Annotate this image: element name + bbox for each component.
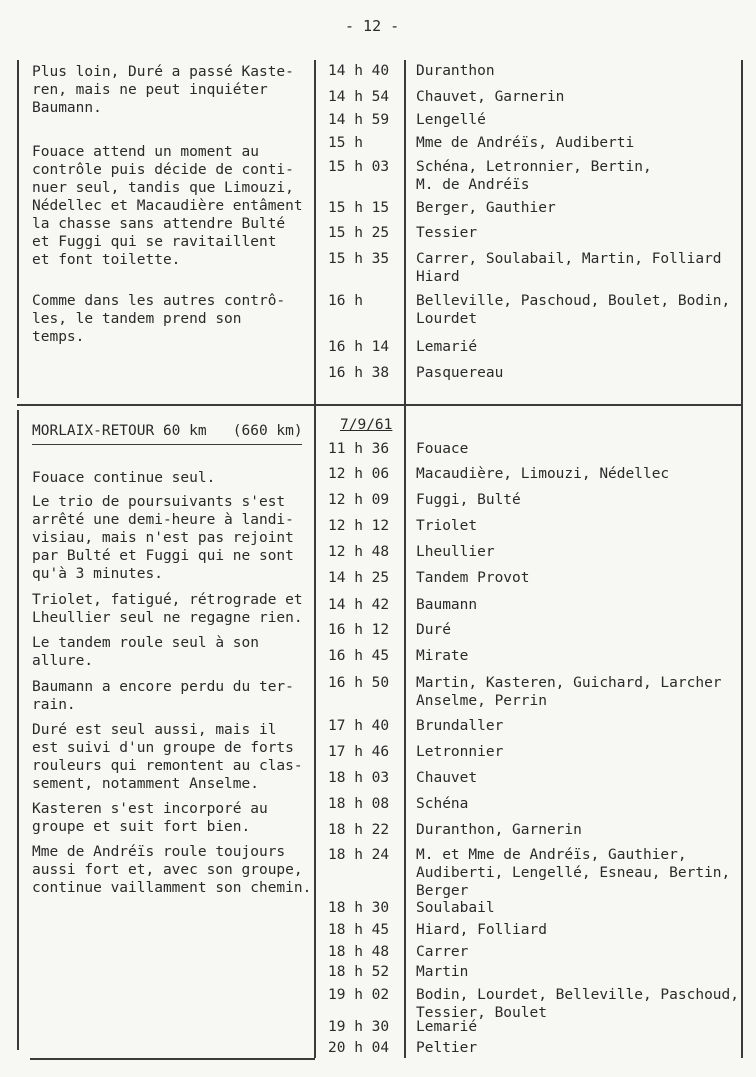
names-cell: Duranthon [416, 63, 495, 79]
comment: Le trio de poursuivants s'est arrêté une demi-heure à landi- visiau, mais n'est pas rejoint par Bulté et Fuggi qui ne sont qu'à 3 minutes. [32, 494, 294, 582]
names-cell: Belleville, Paschoud, Boulet, Bodin, Lourdet [416, 293, 731, 327]
bottom-rule [30, 1058, 315, 1060]
names-cell: Pasquereau [416, 365, 504, 381]
right-rule [741, 60, 743, 1058]
time-cell: 11 h 36 [328, 441, 390, 457]
time-cell: 20 h 04 [328, 1040, 390, 1056]
column-rule-names [404, 60, 406, 1058]
time-cell: 16 h 14 [328, 339, 390, 355]
time-cell: 14 h 40 [328, 63, 390, 79]
time-cell: 15 h 15 [328, 200, 390, 216]
time-cell: 12 h 48 [328, 544, 390, 560]
time-cell: 16 h 50 [328, 675, 390, 691]
names-cell: Martin [416, 964, 469, 980]
names-cell: Mirate [416, 648, 469, 664]
comment: Fouace continue seul. [32, 470, 216, 486]
time-cell: 19 h 30 [328, 1019, 390, 1035]
names-cell: Baumann [416, 597, 478, 613]
names-cell: Peltier [416, 1040, 478, 1056]
comment: Triolet, fatigué, rétrograde et Lheullier seul ne regagne rien. [32, 592, 303, 626]
time-cell: 17 h 40 [328, 718, 390, 734]
names-cell: Fouace [416, 441, 469, 457]
time-cell: 18 h 03 [328, 770, 390, 786]
names-cell: Bodin, Lourdet, Belleville, Paschoud, Tessier, Boulet [416, 987, 740, 1021]
names-cell: Duré [416, 622, 451, 638]
names-cell: Schéna [416, 796, 469, 812]
names-cell: Tessier [416, 225, 478, 241]
time-cell: 14 h 42 [328, 597, 390, 613]
time-cell: 18 h 08 [328, 796, 390, 812]
names-cell: Carrer [416, 944, 469, 960]
names-cell: Martin, Kasteren, Guichard, Larcher Anselme, Perrin [416, 675, 722, 709]
time-cell: 16 h [328, 293, 363, 309]
page-number: - 12 - [345, 17, 400, 35]
time-cell: 18 h 45 [328, 922, 390, 938]
names-cell: Chauvet, Garnerin [416, 89, 565, 105]
names-cell: Letronnier [416, 744, 504, 760]
comment: Duré est seul aussi, mais il est suivi d'un groupe de forts rouleurs qui remontent au clas- sement, notamment Anselme. [32, 722, 303, 792]
names-cell: Schéna, Letronnier, Bertin, M. de Andréïs [416, 159, 652, 193]
comment: Fouace attend un moment au contrôle puis décide de conti- nuer seul, tandis que Limouzi, Nédellec et Macaudière entâment la chasse sans attendre Bulté et Fuggi qui se ravitaillent et font toilette. [32, 144, 303, 268]
time-cell: 12 h 12 [328, 518, 390, 534]
names-cell: Fuggi, Bulté [416, 492, 521, 508]
time-cell: 18 h 30 [328, 900, 390, 916]
comment: Kasteren s'est incorporé au groupe et suit fort bien. [32, 801, 268, 835]
comment: Baumann a encore perdu du ter- rain. [32, 679, 294, 713]
names-cell: Duranthon, Garnerin [416, 822, 582, 838]
time-cell: 18 h 52 [328, 964, 390, 980]
names-cell: Carrer, Soulabail, Martin, Folliard Hiard [416, 251, 722, 285]
time-cell: 18 h 24 [328, 847, 390, 863]
left-rule [17, 60, 19, 398]
time-cell: 18 h 22 [328, 822, 390, 838]
names-cell: Brundaller [416, 718, 504, 734]
names-cell: Triolet [416, 518, 478, 534]
names-cell: M. et Mme de Andréïs, Gauthier, Audiberti, Lengellé, Esneau, Bertin, Berger [416, 847, 731, 899]
time-cell: 15 h 03 [328, 159, 390, 175]
names-cell: Macaudière, Limouzi, Nédellec [416, 466, 670, 482]
names-cell: Lemarié [416, 339, 478, 355]
time-cell: 12 h 06 [328, 466, 390, 482]
names-cell: Hiard, Folliard [416, 922, 547, 938]
names-cell: Soulabail [416, 900, 495, 916]
time-cell: 18 h 48 [328, 944, 390, 960]
comment: Mme de Andréïs roule toujours aussi fort et, avec son groupe, continue vaillamment son chemin. [32, 844, 312, 896]
time-cell: 14 h 25 [328, 570, 390, 586]
names-cell: Tandem Provot [416, 570, 530, 586]
comment: Le tandem roule seul à son allure. [32, 635, 259, 669]
time-cell: 17 h 46 [328, 744, 390, 760]
names-cell: Lemarié [416, 1019, 478, 1035]
names-cell: Lheullier [416, 544, 495, 560]
section-divider [17, 404, 741, 406]
time-cell: 16 h 12 [328, 622, 390, 638]
comment: Plus loin, Duré a passé Kaste- ren, mais ne peut inquiéter Baumann. [32, 64, 294, 116]
time-cell: 15 h [328, 135, 363, 151]
time-cell: 16 h 38 [328, 365, 390, 381]
date-heading: 7/9/61 [340, 417, 393, 433]
time-cell: 15 h 35 [328, 251, 390, 267]
time-cell: 14 h 59 [328, 112, 390, 128]
time-cell: 16 h 45 [328, 648, 390, 664]
time-cell: 14 h 54 [328, 89, 390, 105]
left-rule-lower [17, 410, 19, 1050]
comment: Comme dans les autres contrô- les, le tandem prend son temps. [32, 293, 286, 345]
names-cell: Lengellé [416, 112, 486, 128]
time-cell: 12 h 09 [328, 492, 390, 508]
time-cell: 19 h 02 [328, 987, 390, 1003]
column-rule-time [314, 60, 316, 1058]
time-cell: 15 h 25 [328, 225, 390, 241]
names-cell: Berger, Gauthier [416, 200, 556, 216]
section-heading: MORLAIX-RETOUR 60 km (660 km) [32, 422, 302, 445]
names-cell: Mme de Andréïs, Audiberti [416, 135, 635, 151]
names-cell: Chauvet [416, 770, 478, 786]
